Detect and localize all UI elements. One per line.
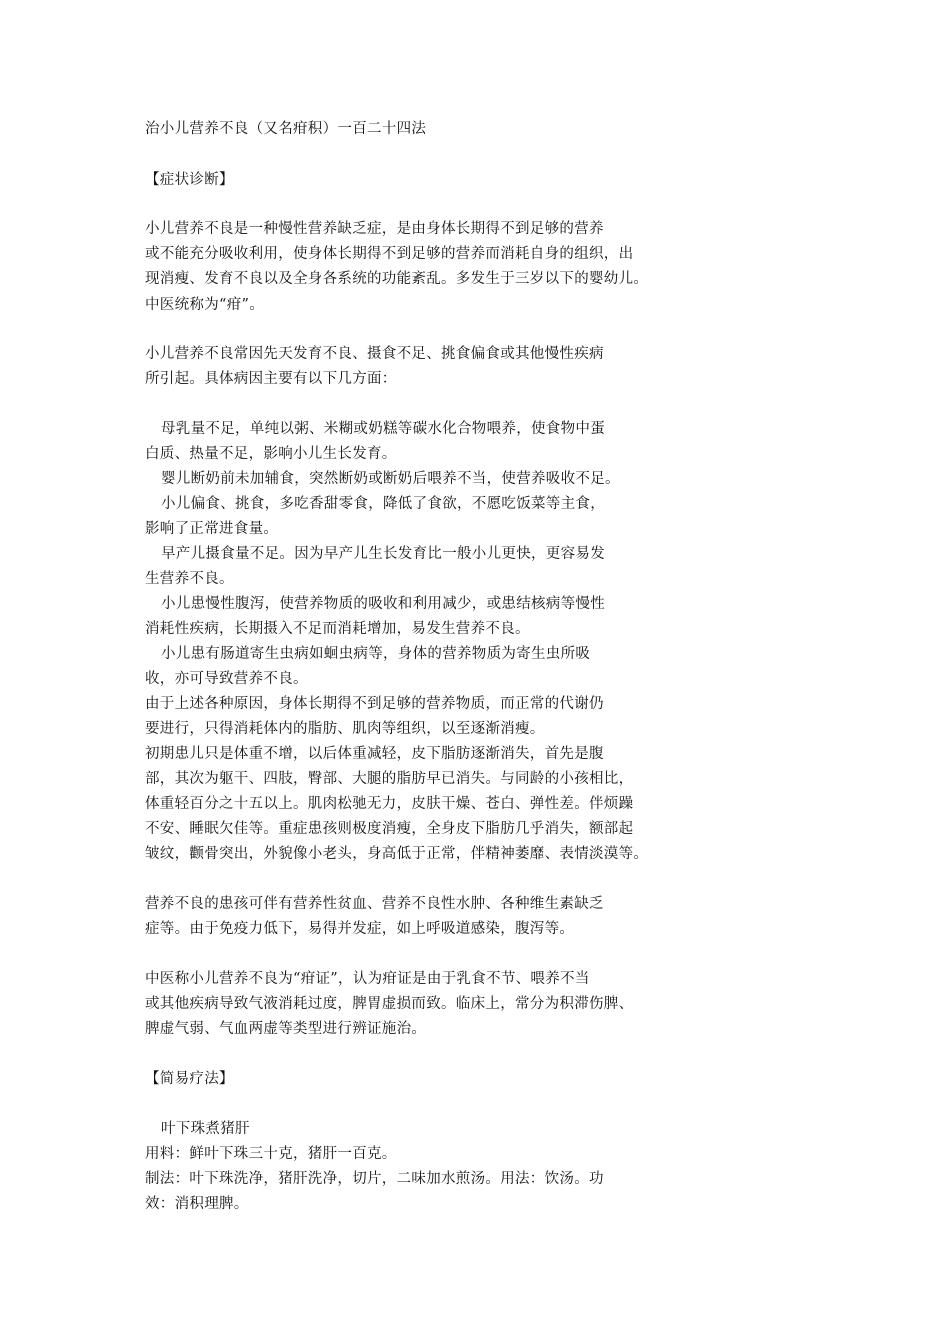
recipe-line: 用料：鲜叶下珠三十克，猪肝一百克。 — [145, 1146, 397, 1162]
cause-line: 白质、热量不足，影响小儿生长发育。 — [145, 446, 397, 462]
cause-line: 要进行，只得消耗体内的脂肪、肌肉等组织，以至逐渐消瘦。 — [145, 721, 545, 737]
cause-line: 婴儿断奶前未加辅食，突然断奶或断奶后喂养不当，使营养吸收不足。 — [161, 471, 620, 487]
section-heading-diagnosis: 【症状诊断】 — [145, 172, 234, 188]
cause-line: 由于上述各种原因，身体长期得不到足够的营养物质，而正常的代谢仍 — [145, 696, 604, 712]
paragraph-line: 现消瘦、发育不良以及全身各系统的功能紊乱。多发生于三岁以下的婴幼儿。 — [145, 271, 649, 287]
cause-line: 生营养不良。 — [145, 571, 234, 587]
cause-line: 小儿患慢性腹泻，使营养物质的吸收和利用减少，或患结核病等慢性 — [161, 596, 605, 612]
paragraph-line: 所引起。具体病因主要有以下几方面： — [145, 371, 397, 387]
paragraph-line: 小儿营养不良常因先天发育不良、摄食不足、挑食偏食或其他慢性疾病 — [145, 346, 604, 362]
paragraph-line: 脾虚气弱、气血两虚等类型进行辨证施治。 — [145, 1021, 427, 1037]
cause-line: 影响了正常进食量。 — [145, 521, 279, 537]
paragraph-line: 症等。由于免疫力低下，易得并发症，如上呼吸道感染，腹泻等。 — [145, 921, 575, 937]
section-heading-therapy: 【简易疗法】 — [145, 1071, 234, 1087]
document-title: 治小儿营养不良（又名疳积）一百二十四法 — [145, 121, 427, 137]
cause-line: 皱纹，颧骨突出，外貌像小老头，身高低于正常，伴精神萎靡、表情淡漠等。 — [145, 846, 649, 862]
cause-line: 小儿偏食、挑食，多吃香甜零食，降低了食欲，不愿吃饭菜等主食， — [161, 496, 605, 512]
cause-line: 早产儿摄食量不足。因为早产儿生长发育比一般小儿更快，更容易发 — [161, 546, 605, 562]
cause-line: 体重轻百分之十五以上。肌肉松驰无力，皮肤干燥、苍白、弹性差。伴烦躁 — [145, 796, 634, 812]
recipe-line: 效：消积理脾。 — [145, 1196, 249, 1212]
cause-line: 收，亦可导致营养不良。 — [145, 671, 308, 687]
cause-line: 初期患儿只是体重不增，以后体重减轻，皮下脂肪逐渐消失，首先是腹 — [145, 746, 604, 762]
recipe-line: 制法：叶下珠洗净，猪肝洗净，切片，二味加水煎汤。用法：饮汤。功 — [145, 1171, 604, 1187]
paragraph-line: 中医统称为“疳”。 — [145, 297, 265, 313]
cause-line: 母乳量不足，单纯以粥、米糊或奶糕等碳水化合物喂养，使食物中蛋 — [161, 421, 605, 437]
paragraph-line: 或其他疾病导致气液消耗过度，脾胃虚损而致。临床上，常分为积滞伤脾、 — [145, 996, 634, 1012]
paragraph-line: 中医称小儿营养不良为“疳证”，认为疳证是由于乳食不节、喂养不当 — [145, 971, 590, 987]
paragraph-line: 小儿营养不良是一种慢性营养缺乏症，是由身体长期得不到足够的营养 — [145, 221, 604, 237]
paragraph-line: 或不能充分吸收利用，使身体长期得不到足够的营养而消耗自身的组织，出 — [145, 246, 634, 262]
recipe-title: 叶下珠煮猪肝 — [161, 1121, 250, 1137]
cause-line: 小儿患有肠道寄生虫病如蛔虫病等，身体的营养物质为寄生虫所吸 — [161, 646, 591, 662]
cause-line: 消耗性疾病，长期摄入不足而消耗增加，易发生营养不良。 — [145, 621, 530, 637]
cause-line: 部，其次为躯干、四肢，臀部、大腿的脂肪早已消失。与同龄的小孩相比， — [145, 771, 634, 787]
cause-line: 不安、睡眠欠佳等。重症患孩则极度消瘦，全身皮下脂肪几乎消失，额部起 — [145, 821, 634, 837]
paragraph-line: 营养不良的患孩可伴有营养性贫血、营养不良性水肿、各种维生素缺乏 — [145, 896, 604, 912]
